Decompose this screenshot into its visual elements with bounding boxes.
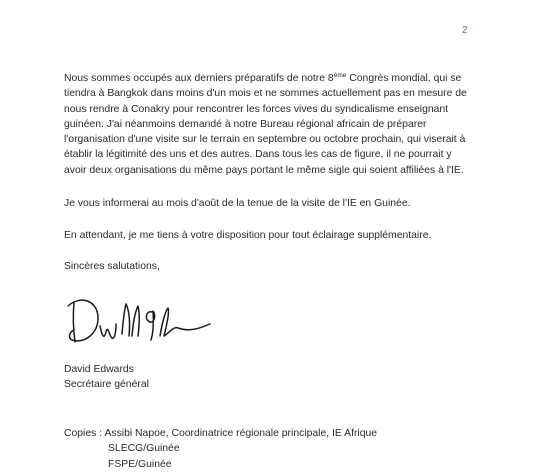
copies-first-row [64,426,377,441]
copy-recipient-1: Assibi Napoe, Coordinatrice régionale principale, IE Afrique [104,428,378,439]
signer-title: Secrétaire général [64,379,149,391]
closing-salutation: Sincères salutations, [64,261,160,272]
signer-block [64,362,149,393]
paragraph-congress [64,71,476,178]
ordinal-superscript: ème [333,72,347,79]
handwritten-signature [60,292,220,348]
copy-recipient-2: SLECG/Guinée [108,443,180,455]
copy-recipient-3: FSPE/Guinée [108,458,172,470]
signer-name: David Edwards [64,364,134,375]
copies-block [64,426,377,472]
page-number: 2 [462,25,468,36]
paragraph-congress-text-rest: Congrès mondial, qui se tiendra à Bangkok dans moins d'un mois et ne sommes actuellement pas en mesure de nous rendre à Conakry pour rencontrer les forces vives du syndicalisme enseignant guinéen. J'ai néanmoins demandé à notre Bureau régional africain de préparer l'organisation d'une visite sur le terrain en septembre ou octobre prochain, qui viserait à établir la légitimité des uns et des autres. Dans tous les cas de figure, il ne pourrait y avoir deux organisations du même pays portant le même sigle qui soient affiliées à l'IE. [64,73,467,176]
paragraph-availability: En attendant, je me tiens à votre disposition pour tout éclairage supplémentaire. [64,230,432,241]
paragraph-visit-info: Je vous informerai au mois d'août de la tenue de la visite de l'IE en Guinée. [64,198,411,209]
paragraph-congress-text-start: Nous sommes occupés aux derniers préparatifs de notre 8 [64,73,334,84]
copies-label: Copies : [64,428,103,439]
